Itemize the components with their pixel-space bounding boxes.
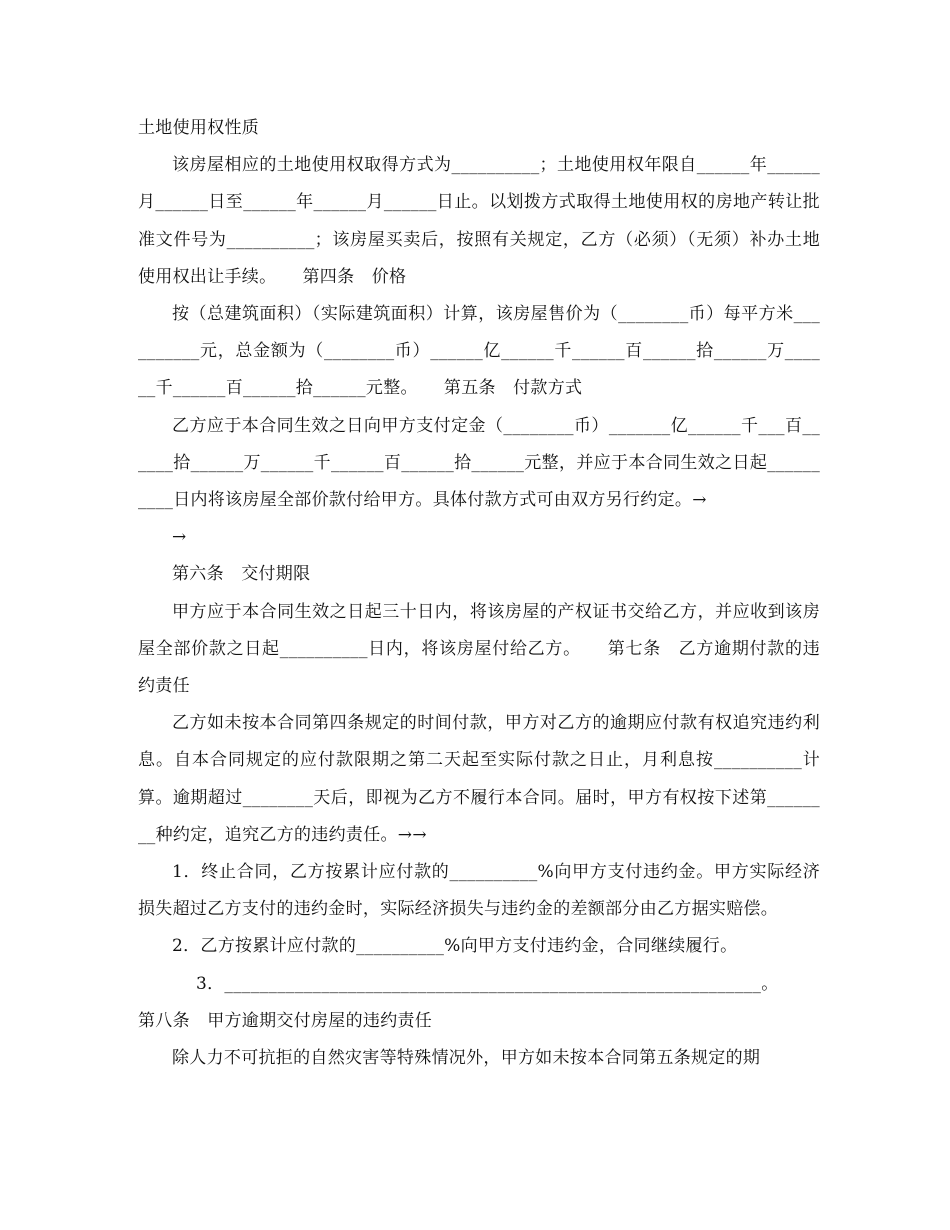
paragraph-price: 按（总建筑面积）（实际建筑面积）计算，该房屋售价为（________币）每平方米__________元，总金额为（________币）______亿______千______百______拾______万______千______百______拾______元整。 第五条 付款方式	[138, 304, 820, 399]
paragraph-late-payment-liability: 乙方如未按本合同第四条规定的时间付款，甲方对乙方的逾期应付款有权追究违约利息。自本合同规定的应付款限期之第二天起至实际付款之日止，月利息按__________计算。逾期超过________天后，即视为乙方不履行本合同。届时，甲方有权按下述第________种约定，追究乙方的违约责任。→→	[138, 713, 820, 845]
list-item-1: 1．终止合同，乙方按累计应付款的__________%向甲方支付违约金。甲方实际经济损失超过乙方支付的违约金时，实际经济损失与违约金的差额部分由乙方据实赔偿。	[138, 862, 820, 920]
article-six-heading: 第六条 交付期限	[172, 564, 311, 585]
document-page	[138, 110, 820, 1077]
paragraph-payment: 乙方应于本合同生效之日向甲方支付定金（________币）_______亿______千___百______拾______万______千______百______拾______元整，并应于本合同生效之日起__________日内将该房屋全部价款付给甲方。具体付款方式可由双方另行约定。→	[138, 415, 820, 511]
paragraph-force-majeure: 除人力不可抗拒的自然灾害等特殊情况外，甲方如未按本合同第五条规定的期	[172, 1048, 761, 1069]
article-eight-heading: 第八条 甲方逾期交付房屋的违约责任	[138, 1010, 433, 1031]
list-item-2: 2．乙方按累计应付款的__________%向甲方支付违约金，合同继续履行。	[172, 936, 738, 957]
paragraph-arrow: →	[172, 527, 187, 548]
list-item-3: 3．_____________________________________________________________。	[196, 973, 779, 994]
paragraph-land-use-acquisition: 该房屋相应的土地使用权取得方式为__________；土地使用权年限自______年______月______日至______年______月______日止。以划拨方式取得土地使用权的房地产转让批准文件号为__________；该房屋买卖后，按照有关规定，乙方（必须）（无须）补办土地使用权出让手续。 第四条 价格	[138, 155, 820, 287]
section-heading-land-use-nature: 土地使用权性质	[138, 118, 260, 138]
paragraph-delivery-deadline: 甲方应于本合同生效之日起三十日内，将该房屋的产权证书交给乙方，并应收到该房屋全部价款之日起__________日内，将该房屋付给乙方。 第七条 乙方逾期付款的违约责任	[138, 601, 820, 697]
